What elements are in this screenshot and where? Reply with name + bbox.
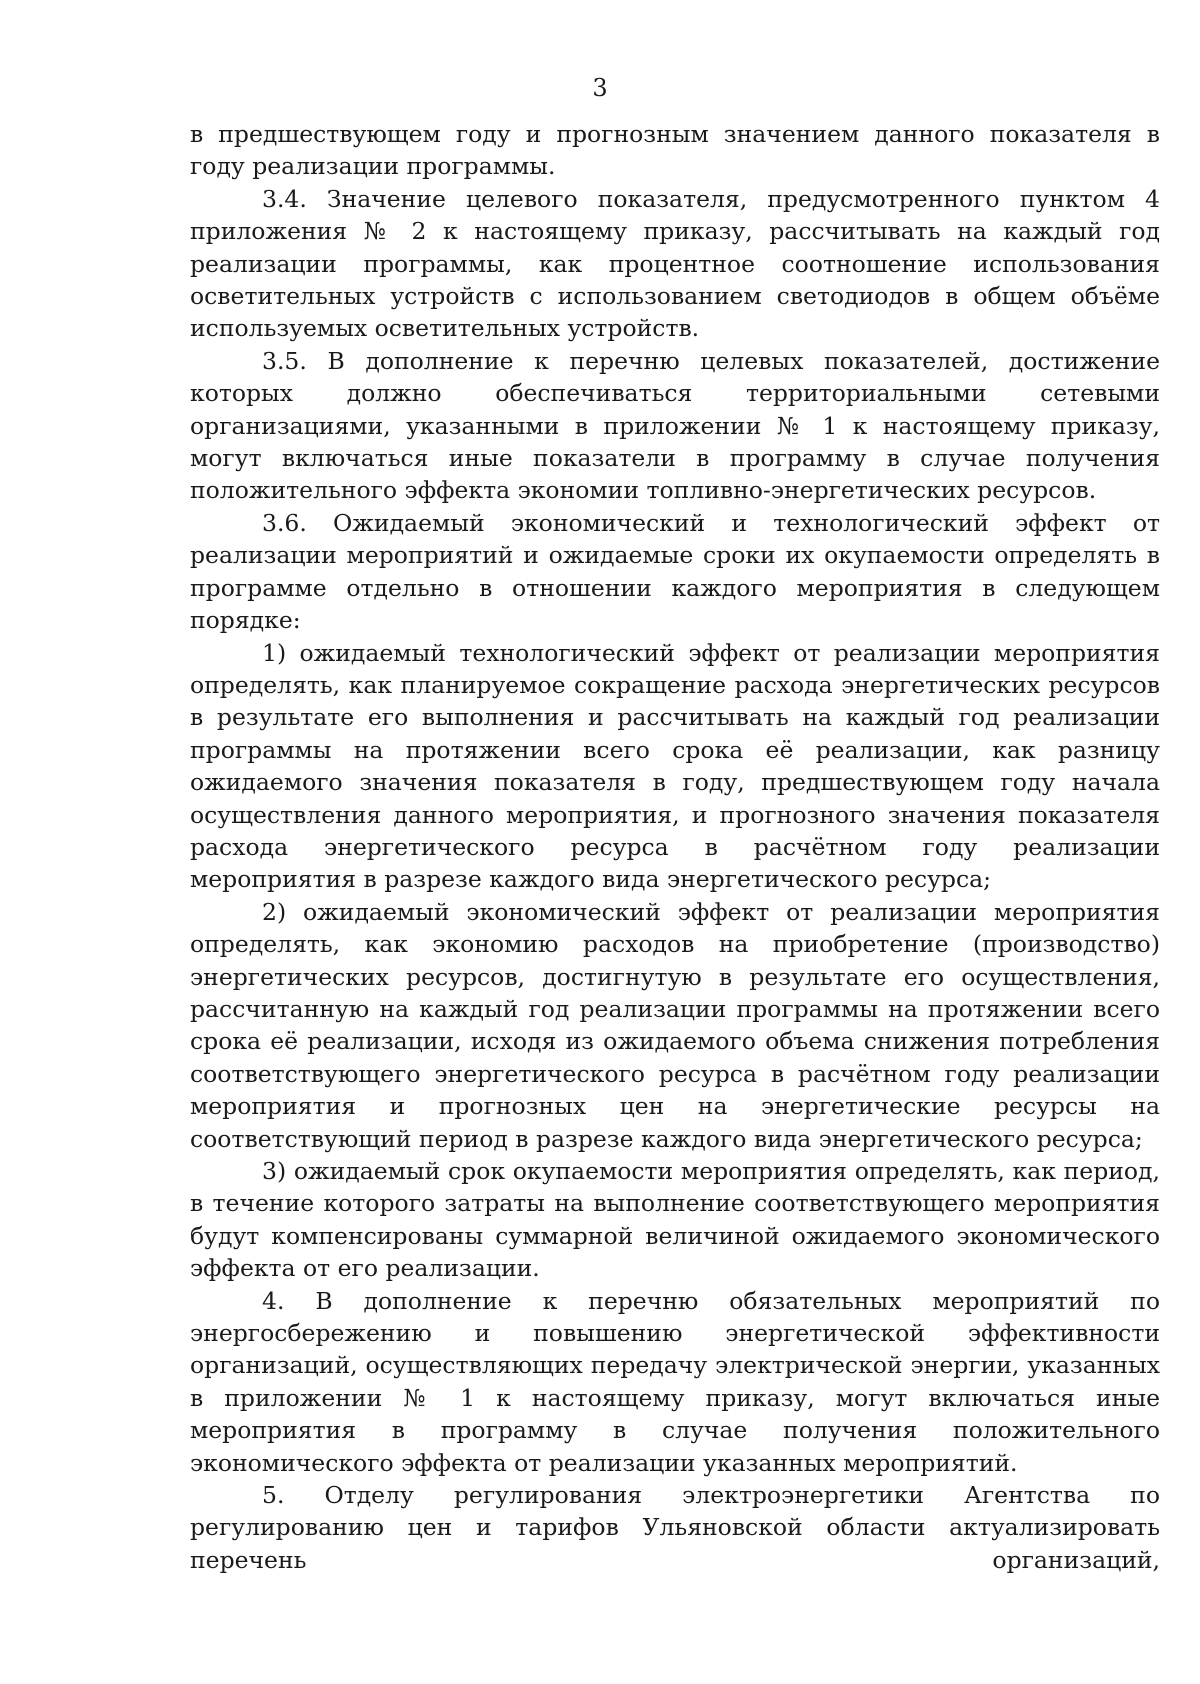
paragraph-3-6: 3.6. Ожидаемый экономический и технологический эффект от реализации мероприятий и ожидаемые сроки их окупаемости определять в программе отдельно в отношении каждого мероприятия в следующем порядке:: [190, 508, 1160, 635]
paragraph-4: 4. В дополнение к перечню обязательных мероприятий по энергосбережению и повышению энергетической эффективности организаций, осуществляющих передачу электрической энергии, указанных в приложении № 1 к настоящему приказу, могут включаться иные мероприятия в программу в случае получения положительного экономического эффекта от реализации указанных мероприятий.: [190, 1286, 1160, 1477]
list-item-2: 2) ожидаемый экономический эффект от реализации мероприятия определять, как экономию расходов на приобретение (производство) энергетических ресурсов, достигнутую в результате его осуществления, рассчитанную на каждый год реализации программы на протяжении всего срока её реализации, исходя из ожидаемого объема снижения потребления соответствующего энергетического ресурса в расчётном году реализации мероприятия и прогнозных цен на энергетические ресурсы на соответствующий период в разрезе каждого вида энергетического ресурса;: [190, 897, 1160, 1153]
list-item-1: 1) ожидаемый технологический эффект от реализации мероприятия определять, как планируемое сокращение расхода энергетических ресурсов в результате его выполнения и рассчитывать на каждый год реализации программы на протяжении всего срока её реализации, как разницу ожидаемого значения показателя в году, предшествующем году начала осуществления данного мероприятия, и прогнозного значения показателя расхода энергетического ресурса в расчётном году реализации мероприятия в разрезе каждого вида энергетического ресурса;: [190, 638, 1160, 894]
document-body: [190, 118, 1160, 1576]
list-item-3: 3) ожидаемый срок окупаемости мероприятия определять, как период, в течение которого затраты на выполнение соответствующего мероприятия будут компенсированы суммарной величиной ожидаемого экономического эффекта от его реализации.: [190, 1157, 1160, 1283]
paragraph-5: 5. Отделу регулирования электроэнергетики Агентства по регулированию цен и тарифов Ульяновской области актуализировать перечень организаций,: [190, 1481, 1160, 1574]
paragraph-3-5: 3.5. В дополнение к перечню целевых показателей, достижение которых должно обеспечиваться территориальными сетевыми организациями, указанными в приложении № 1 к настоящему приказу, могут включаться иные показатели в программу в случае получения положительного эффекта экономии топливно-энергетических ресурсов.: [190, 346, 1160, 505]
paragraph-continuation: в предшествующем году и прогнозным значением данного показателя в году реализации программы.: [190, 120, 1160, 181]
page-number: 3: [592, 74, 608, 102]
paragraph-3-4: 3.4. Значение целевого показателя, предусмотренного пунктом 4 приложения № 2 к настоящему приказу, рассчитывать на каждый год реализации программы, как процентное соотношение использования осветительных устройств с использованием светодиодов в общем объёме используемых осветительных устройств.: [190, 184, 1160, 343]
